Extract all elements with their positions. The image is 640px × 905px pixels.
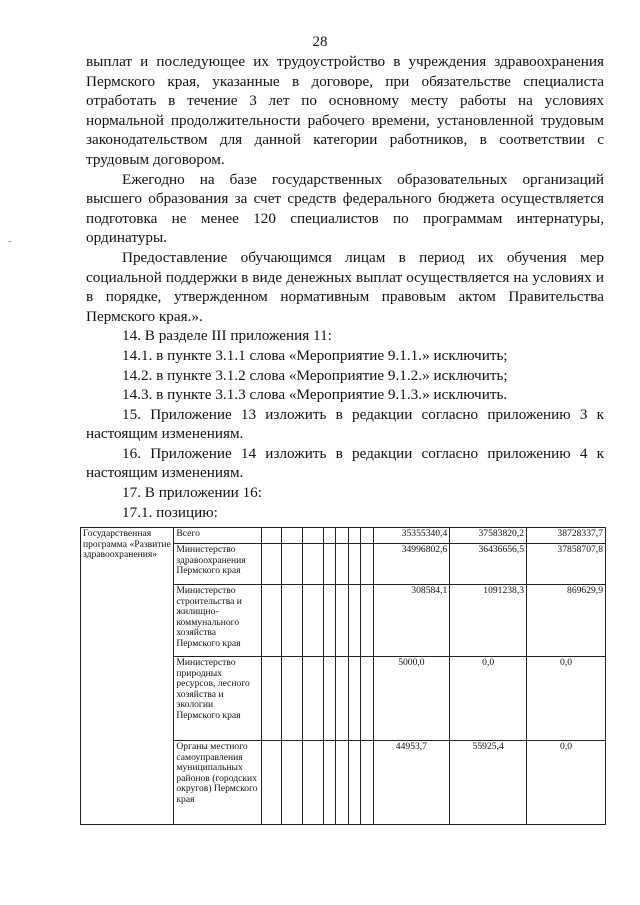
empty-cell xyxy=(336,741,348,825)
empty-cell xyxy=(336,657,348,741)
empty-cell xyxy=(323,585,335,657)
empty-cell xyxy=(336,544,348,585)
value-year-1: 35355340,4 xyxy=(373,528,450,544)
empty-cell xyxy=(303,741,324,825)
empty-cell xyxy=(361,657,373,741)
item-15: 15. Приложение 13 изложить в редакции согласно приложению 3 к настоящим изменениям. xyxy=(86,405,604,443)
value-year-2: 0,0 xyxy=(450,657,527,741)
item-14-1: 14.1. в пункте 3.1.1 слова «Мероприятие 9.1.1.» исключить; xyxy=(122,346,508,364)
value-year-2: 1091238,3 xyxy=(450,585,527,657)
value-year-1: 308584,1 xyxy=(373,585,450,657)
empty-cell xyxy=(348,528,360,544)
empty-cell xyxy=(282,544,303,585)
empty-cell xyxy=(282,657,303,741)
item-17-1: 17.1. позицию: xyxy=(122,503,218,521)
program-cell: Государственная программа «Развитие здравоохранения» xyxy=(81,528,174,825)
item-16: 16. Приложение 14 изложить в редакции согласно приложению 4 к настоящим изменениям. xyxy=(86,444,604,482)
value-year-1: 44953,7 xyxy=(373,741,450,825)
value-year-2: 37583820,2 xyxy=(450,528,527,544)
empty-cell xyxy=(303,657,324,741)
empty-cell xyxy=(261,585,282,657)
empty-cell xyxy=(348,657,360,741)
value-year-3: 0,0 xyxy=(527,741,606,825)
empty-cell xyxy=(303,544,324,585)
row-name: Органы местного самоуправления муниципальных районов (городских округов) Пермского края xyxy=(174,741,261,825)
empty-cell xyxy=(361,585,373,657)
empty-cell xyxy=(336,585,348,657)
empty-cell xyxy=(323,528,335,544)
paragraph-social-support: Предоставление обучающимся лицам в период их обучения мер социальной поддержки в виде денежных выплат осуществляется на условиях и в порядке, утвержденном нормативным правовым актом Правительства Пермского края.». xyxy=(86,248,604,325)
empty-cell xyxy=(323,657,335,741)
paragraph-training: Ежегодно на базе государственных образовательных организаций высшего образования за счет средств федерального бюджета осуществляется подготовка не менее 120 специалистов по программам интернатуры, ординатуры. xyxy=(86,170,604,247)
empty-cell xyxy=(261,528,282,544)
paragraph-continuation: выплат и последующее их трудоустройство в учреждения здравоохранения Пермского края, указанные в договоре, при обязательстве специалиста отработать в течение 3 лет по основному месту работы на условиях нормальной продолжительности рабочего времени, установленной трудовым законодательством для данной категории работников, в соответствии с трудовым договором. xyxy=(86,53,604,168)
empty-cell xyxy=(348,544,360,585)
item-14-2: 14.2. в пункте 3.1.2 слова «Мероприятие 9.1.2.» исключить; xyxy=(122,366,508,384)
value-year-1: 5000,0 xyxy=(373,657,450,741)
value-year-3: 869629,9 xyxy=(527,585,606,657)
value-year-3: 38728337,7 xyxy=(527,528,606,544)
item-17: 17. В приложении 16: xyxy=(122,484,262,502)
empty-cell xyxy=(361,528,373,544)
empty-cell xyxy=(303,585,324,657)
value-year-1: 34996802,6 xyxy=(373,544,450,585)
empty-cell xyxy=(282,528,303,544)
row-name: Всего xyxy=(174,528,261,544)
empty-cell xyxy=(348,585,360,657)
empty-cell xyxy=(361,741,373,825)
empty-cell xyxy=(282,741,303,825)
margin-mark: - xyxy=(8,236,12,247)
empty-cell xyxy=(261,657,282,741)
empty-cell xyxy=(282,585,303,657)
value-year-3: 0,0 xyxy=(527,657,606,741)
empty-cell xyxy=(348,741,360,825)
row-name: Министерство строительства и жилищно-коммунального хозяйства Пермского края xyxy=(174,585,261,657)
position-table xyxy=(80,527,606,825)
empty-cell xyxy=(323,544,335,585)
empty-cell xyxy=(361,544,373,585)
value-year-2: 36436656,5 xyxy=(450,544,527,585)
item-14-3: 14.3. в пункте 3.1.3 слова «Мероприятие 9.1.3.» исключить. xyxy=(122,386,508,404)
page-number: 28 xyxy=(312,34,328,50)
empty-cell xyxy=(261,544,282,585)
empty-cell xyxy=(323,741,335,825)
empty-cell xyxy=(336,528,348,544)
table-row xyxy=(81,528,606,544)
row-name: Министерство природных ресурсов, лесного хозяйства и экологии Пермского края xyxy=(174,657,261,741)
value-year-2: 55925,4 xyxy=(450,741,527,825)
row-name: Министерство здравоохранения Пермского края xyxy=(174,544,261,585)
value-year-3: 37858707,8 xyxy=(527,544,606,585)
document-body xyxy=(86,52,604,522)
item-14: 14. В разделе III приложения 11: xyxy=(122,327,332,345)
empty-cell xyxy=(261,741,282,825)
empty-cell xyxy=(303,528,324,544)
